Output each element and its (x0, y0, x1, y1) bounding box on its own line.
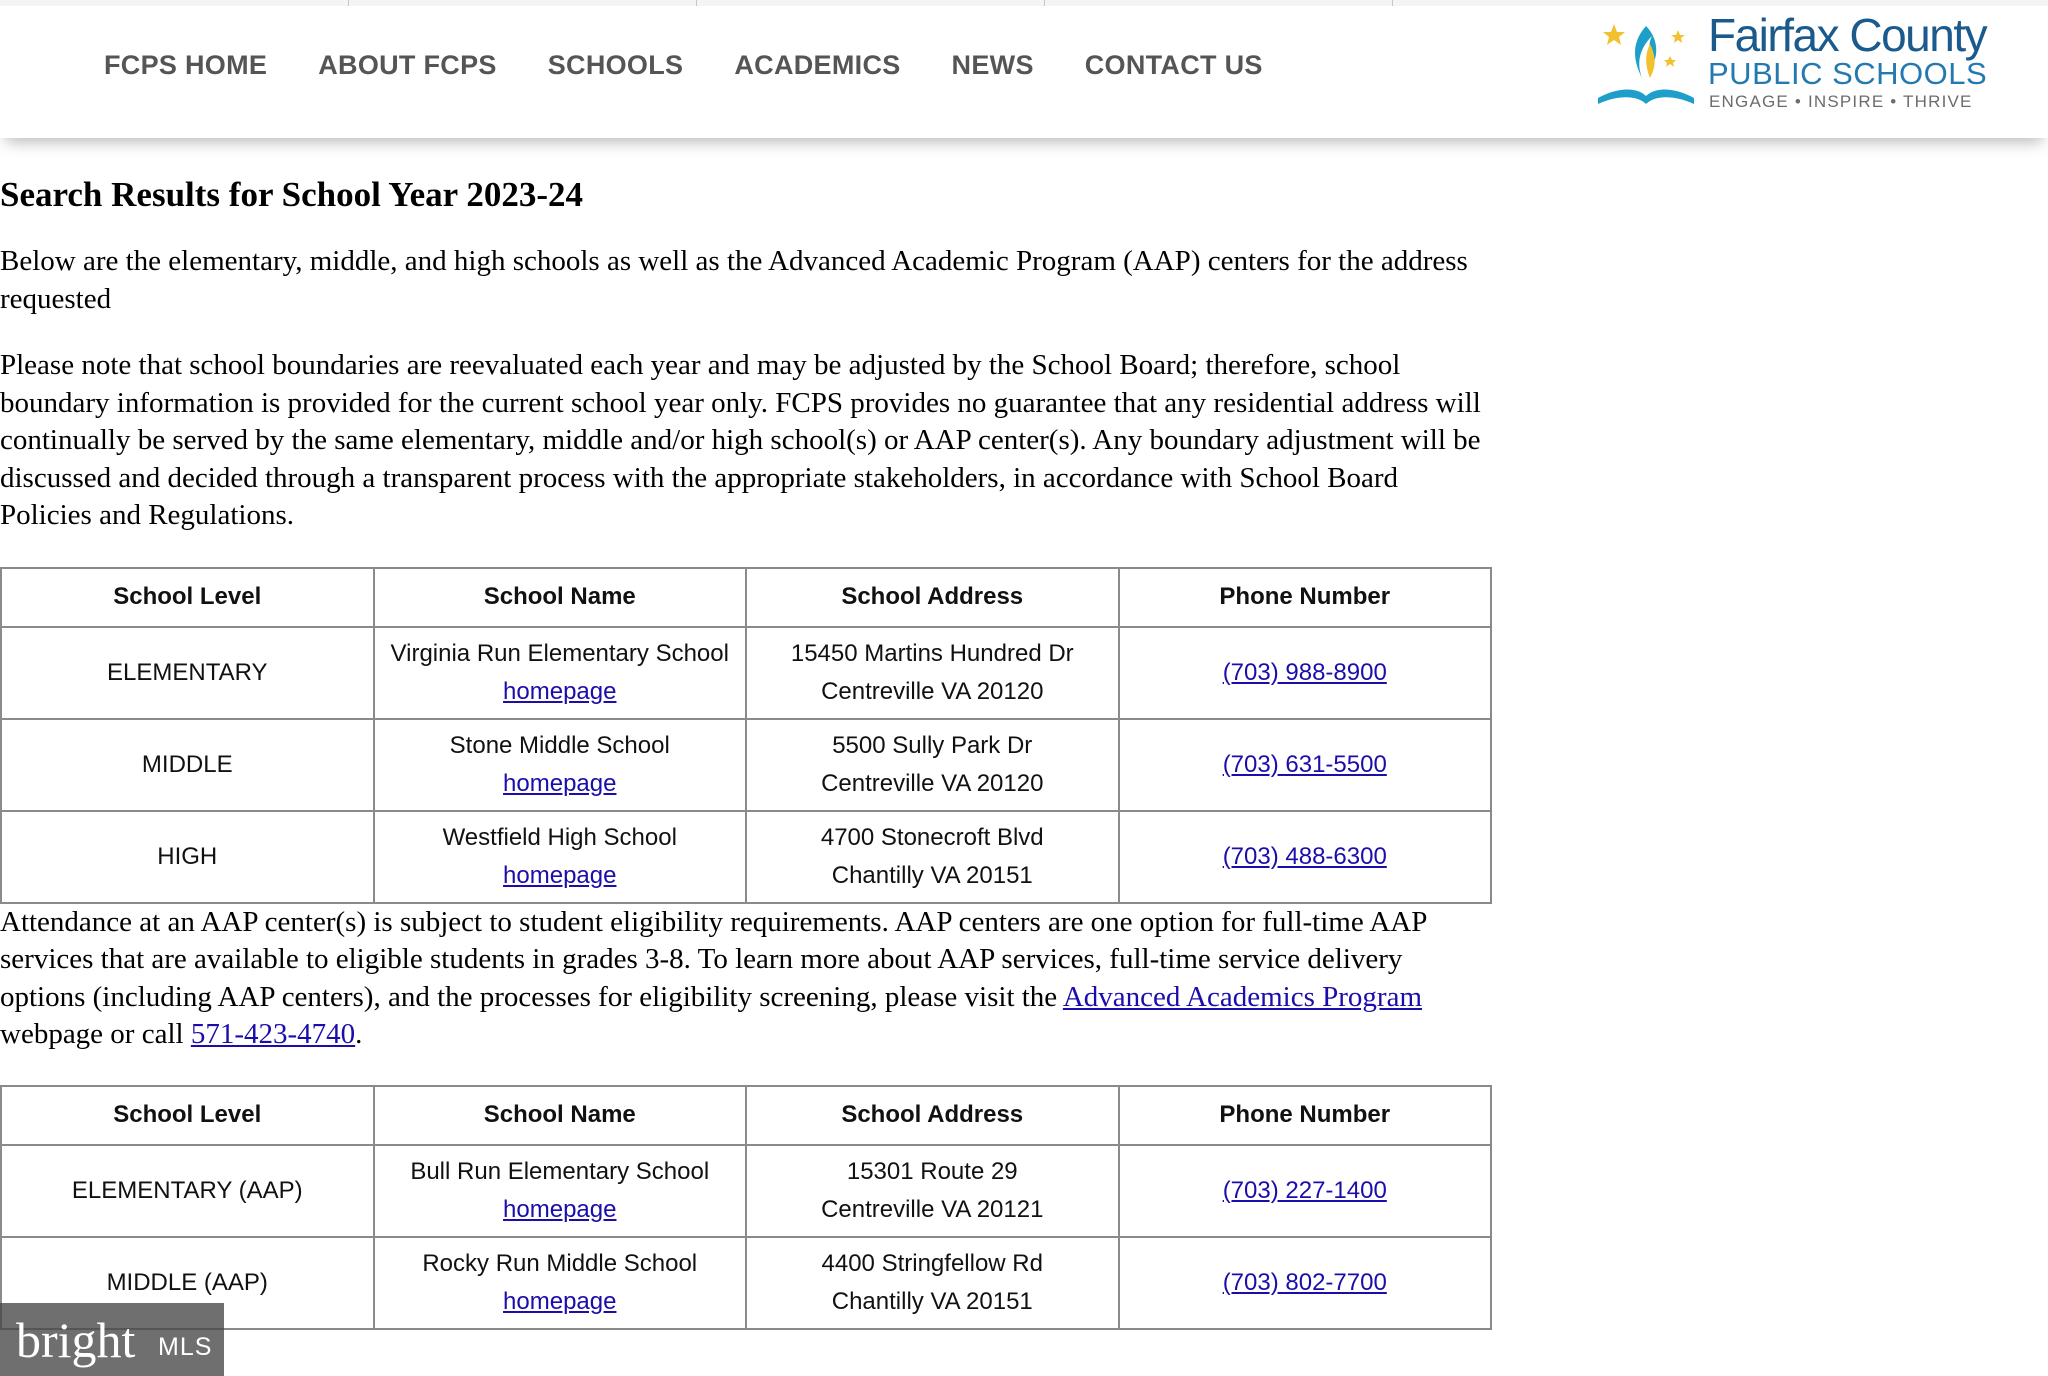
phone-cell (1119, 627, 1492, 719)
aap-text-middle: webpage or call (0, 1018, 191, 1050)
homepage-link[interactable]: homepage (503, 677, 617, 705)
school-name: Westfield High School (442, 823, 677, 851)
col-school-name: School Name (374, 568, 747, 627)
address-line1: 15450 Martins Hundred Dr (790, 639, 1074, 667)
col-school-level: School Level (1, 568, 374, 627)
phone-cell (1119, 1145, 1492, 1237)
col-school-address: School Address (746, 568, 1119, 627)
col-school-name: School Name (374, 1086, 747, 1145)
site-header (0, 6, 2048, 138)
school-name: Rocky Run Middle School (422, 1249, 698, 1277)
table-row (1, 1237, 1491, 1329)
address-line2: Chantilly VA 20151 (831, 861, 1033, 889)
address-line2: Centreville VA 20120 (821, 769, 1044, 797)
torch-book-icon (1590, 16, 1702, 112)
table-row (1, 811, 1491, 903)
phone-link[interactable]: (703) 488-6300 (1222, 842, 1387, 870)
school-name-cell (374, 1237, 747, 1329)
table-row (1, 627, 1491, 719)
col-school-level: School Level (1, 1086, 374, 1145)
school-level: HIGH (1, 811, 374, 903)
table-header-row (1, 568, 1491, 627)
school-name: Stone Middle School (449, 731, 670, 759)
page-title: Search Results for School Year 2023-24 (0, 175, 583, 214)
logo-title: Fairfax County (1708, 9, 1987, 61)
main-nav (104, 50, 1314, 81)
logo-tagline: ENGAGE • INSPIRE • THRIVE (1709, 92, 1973, 111)
school-name: Virginia Run Elementary School (390, 639, 729, 667)
phone-link[interactable]: (703) 227-1400 (1222, 1176, 1387, 1204)
school-address-cell (746, 719, 1119, 811)
phone-link[interactable]: (703) 802-7700 (1222, 1268, 1387, 1296)
nav-contact-us[interactable]: CONTACT US (1084, 50, 1263, 80)
school-address-cell (746, 1237, 1119, 1329)
aap-program-link[interactable]: Advanced Academics Program (1062, 980, 1423, 1013)
fcps-logo[interactable] (1590, 8, 2010, 118)
logo-subtitle: PUBLIC SCHOOLS (1708, 56, 1988, 91)
school-level: ELEMENTARY (1, 627, 374, 719)
school-name-cell (374, 719, 747, 811)
phone-link[interactable]: (703) 988-8900 (1222, 658, 1387, 686)
address-line1: 15301 Route 29 (846, 1157, 1018, 1185)
school-name: Bull Run Elementary School (410, 1157, 710, 1185)
table-row (1, 1145, 1491, 1237)
nav-about-fcps[interactable]: ABOUT FCPS (318, 50, 497, 80)
homepage-link[interactable]: homepage (503, 861, 617, 889)
school-address-cell (746, 811, 1119, 903)
bright-mls-watermark (0, 1303, 224, 1376)
nav-news[interactable]: NEWS (951, 50, 1034, 80)
address-line2: Centreville VA 20120 (821, 677, 1044, 705)
main-content (0, 168, 1500, 1330)
address-line2: Chantilly VA 20151 (831, 1287, 1033, 1315)
watermark-brand: bright (16, 1312, 136, 1368)
nav-schools[interactable]: SCHOOLS (547, 50, 684, 80)
phone-cell (1119, 1237, 1492, 1329)
aap-text-before: Attendance at an AAP center(s) is subject to student eligibility requirements. AAP centers are one option for full-time AAP services that are available to eligible students in grades 3-8. To learn more about AAP services, full-time service delivery options (including AAP centers), and the processes for eligibility screening, please visit the (0, 905, 1427, 1013)
homepage-link[interactable]: homepage (503, 1287, 617, 1315)
homepage-link[interactable]: homepage (503, 769, 617, 797)
phone-link[interactable]: (703) 631-5500 (1222, 750, 1387, 778)
school-table (0, 567, 1492, 904)
school-address-cell (746, 627, 1119, 719)
school-address-cell (746, 1145, 1119, 1237)
address-line1: 5500 Sully Park Dr (832, 731, 1033, 759)
nav-fcps-home[interactable]: FCPS HOME (104, 50, 268, 80)
table-header-row (1, 1086, 1491, 1145)
school-name-cell (374, 627, 747, 719)
school-name-cell (374, 1145, 747, 1237)
aap-paragraph (0, 904, 1490, 1054)
intro-paragraph: Below are the elementary, middle, and high schools as well as the Advanced Academic Program (AAP) centers for the address requested (0, 245, 1468, 315)
address-line2: Centreville VA 20121 (821, 1195, 1044, 1223)
homepage-link[interactable]: homepage (503, 1195, 617, 1223)
address-line1: 4700 Stonecroft Blvd (820, 823, 1044, 851)
col-phone-number: Phone Number (1119, 1086, 1492, 1145)
aap-text-end: . (355, 1018, 363, 1050)
boundary-notice: Please note that school boundaries are reevaluated each year and may be adjusted by the School Board; therefore, school boundary information is provided for the current school year only. FCPS provides no guarantee that any residential address will continually be served by the same elementary, middle and/or high school(s) or AAP center(s). Any boundary adjustment will be discussed and decided through a transparent process with the appropriate stakeholders, in accordance with School Board Policies and Regulations. (0, 349, 1481, 531)
col-school-address: School Address (746, 1086, 1119, 1145)
aap-school-table (0, 1085, 1492, 1330)
address-line1: 4400 Stringfellow Rd (821, 1249, 1043, 1277)
aap-phone-link[interactable]: 571-423-4740 (190, 1018, 356, 1050)
school-level: ELEMENTARY (AAP) (1, 1145, 374, 1237)
table-row (1, 719, 1491, 811)
phone-cell (1119, 811, 1492, 903)
nav-academics[interactable]: ACADEMICS (734, 50, 901, 80)
col-phone-number: Phone Number (1119, 568, 1492, 627)
watermark-suffix: MLS (158, 1333, 213, 1361)
school-level: MIDDLE (1, 719, 374, 811)
school-name-cell (374, 811, 747, 903)
phone-cell (1119, 719, 1492, 811)
school-level: MIDDLE (AAP) (1, 1237, 374, 1329)
